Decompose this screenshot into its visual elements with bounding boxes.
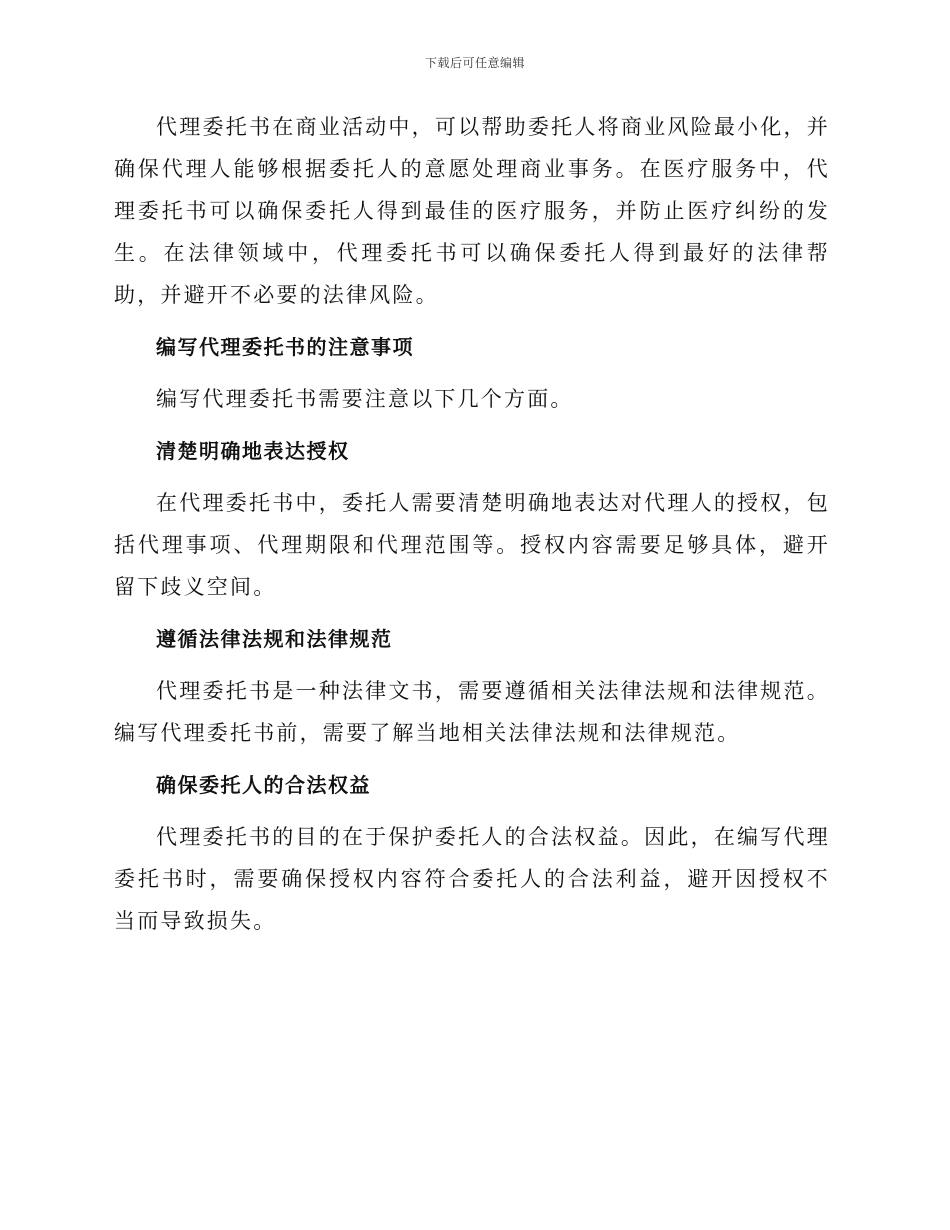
paragraph-rights: 代理委托书的目的在于保护委托人的合法权益。因此，在编写代理委托书时，需要确保授权内容符合委托人的合法利益，避开因授权不当而导致损失。 [114, 825, 830, 933]
paragraph-laws: 代理委托书是一种法律文书，需要遵循相关法律法规和法律规范。编写代理委托书前，需要了解当地相关法律法规和法律规范。 [114, 679, 830, 745]
section-heading-rights: 确保委托人的合法权益 [156, 773, 371, 797]
section-heading-notes: 编写代理委托书的注意事项 [156, 335, 414, 359]
paragraph-intro: 代理委托书在商业活动中，可以帮助委托人将商业风险最小化，并确保代理人能够根据委托人的意愿处理商业事务。在医疗服务中，代理委托书可以确保委托人得到最佳的医疗服务，并防止医疗纠纷的发生。在法律领域中，代理委托书可以确保委托人得到最好的法律帮助，并避开不必要的法律风险。 [114, 115, 830, 307]
section-heading-laws: 遵循法律法规和法律规范 [156, 627, 393, 651]
section-heading-authorization: 清楚明确地表达授权 [156, 439, 350, 463]
paragraph-authorization: 在代理委托书中，委托人需要清楚明确地表达对代理人的授权，包括代理事项、代理期限和代理范围等。授权内容需要足够具体，避开留下歧义空间。 [114, 491, 830, 599]
paragraph-notes-intro: 编写代理委托书需要注意以下几个方面。 [156, 387, 574, 411]
page-header: 下载后可任意编辑 [424, 56, 525, 70]
document-body [114, 106, 830, 952]
